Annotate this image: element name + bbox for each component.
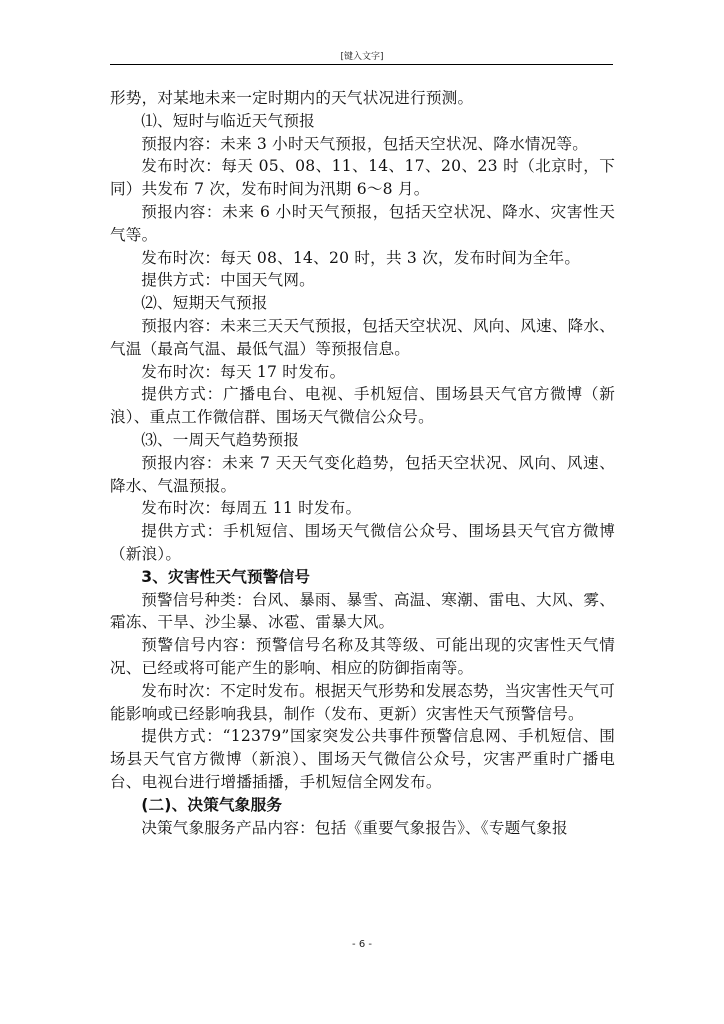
paragraph: 提供方式：中国天气网。 [141, 271, 315, 290]
page-header: [键入文字] [340, 52, 384, 62]
paragraph: 提供方式：“12379”国家突发公共事件预警信息网、手机短信、围场县天气官方微博（新浪）、围场天气微信公众号，灾害严重时广播电台、电视台进行增播插播，手机短信全网发布。 [110, 727, 615, 791]
paragraph: 发布时次：每天 17 时发布。 [141, 362, 346, 381]
subsection-heading: ⑶、一周天气趋势预报 [141, 430, 300, 449]
section-heading: 3、灾害性天气预警信号 [141, 567, 311, 586]
paragraph: 发布时次：每周五 11 时发布。 [141, 499, 362, 518]
paragraph: 发布时次：每天 08、14、20 时，共 3 次，发布时间为全年。 [141, 248, 581, 267]
document-body [110, 87, 615, 839]
paragraph: 预报内容：未来 7 天天气变化趋势，包括天空状况、风向、风速、降水、气温预报。 [110, 453, 615, 495]
subsection-heading: ⑵、短期天气预报 [141, 294, 268, 313]
paragraph: 提供方式：广播电台、电视、手机短信、围场县天气官方微博（新浪）、重点工作微信群、围场天气微信公众号。 [110, 385, 615, 427]
header-divider [110, 64, 613, 65]
paragraph: 形势，对某地未来一定时期内的天气状况进行预测。 [110, 89, 474, 107]
page-number: - 6 - [352, 939, 372, 950]
paragraph: 预警信号种类：台风、暴雨、暴雪、高温、寒潮、雷电、大风、雾、霜冻、干旱、沙尘暴、冰雹、雷暴大风。 [110, 590, 616, 632]
paragraph: 发布时次：每天 05、08、11、14、17、20、23 时（北京时，下同）共发布 7 次，发布时间为汛期 6～8 月。 [110, 157, 615, 199]
paragraph: 提供方式：手机短信、围场天气微信公众号、围场县天气官方微博（新浪）。 [110, 522, 615, 563]
paragraph: 发布时次：不定时发布。根据天气形势和发展态势，当灾害性天气可能影响或已经影响我县，制作（发布、更新）灾害性天气预警信号。 [110, 681, 616, 723]
subsection-heading: ⑴、短时与临近天气预报 [141, 111, 315, 130]
paragraph: 预报内容：未来 6 小时天气预报，包括天空状况、降水、灾害性天气等。 [110, 202, 615, 244]
section-heading: (二)、决策气象服务 [141, 795, 283, 814]
paragraph: 决策气象服务产品内容：包括《重要气象报告》、《专题气象报 [141, 818, 568, 837]
paragraph: 预报内容：未来三天天气预报，包括天空状况、风向、风速、降水、气温（最高气温、最低气温）等预报信息。 [110, 316, 616, 358]
paragraph: 预警信号内容：预警信号名称及其等级、可能出现的灾害性天气情况、已经或将可能产生的影响、相应的防御指南等。 [110, 636, 615, 677]
paragraph: 预报内容：未来 3 小时天气预报，包括天空状况、降水情况等。 [141, 134, 589, 153]
